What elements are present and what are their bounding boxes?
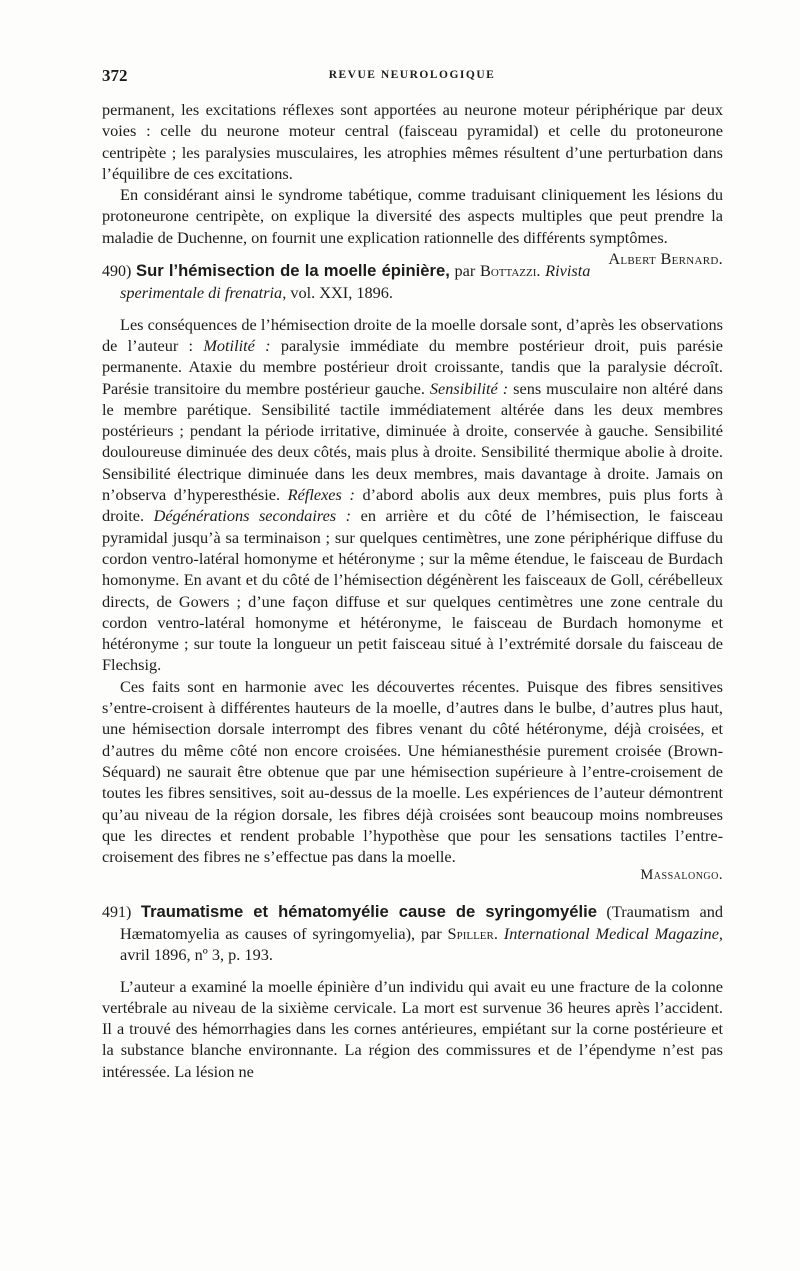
- text: paralysie immédiate du membre postérieur droit, puis parésie permanente. Ataxie du membre postérieur droit croissante, tandis que la paralysie décroît. Parésie transitoire du membre postérieur gauche.: [102, 335, 723, 398]
- text: Les conséquences de l’hémisection droite de la moelle dorsale sont, d’après les observations de l’auteur :: [102, 314, 723, 355]
- article-subtitle: (Traumatism and Hæmatomyelia as causes of syringomyelia), par: [120, 901, 723, 943]
- journal-name: International Medical Magazine,: [503, 923, 723, 943]
- article-author: Bottazzi.: [479, 261, 541, 281]
- italic-term: Dégénérations secondaires :: [153, 506, 352, 526]
- paragraph: L’auteur a examiné la moelle épinière d’un individu qui avait eu une fracture de la colonne vertébrale au niveau de la sixième cervicale. La mort est survenue 36 heures après l’accident. Il a trouvé des hémorrhagies dans les cornes antérieures, empiétant sur la corne postérieure et la substance blanche environnante. La région des commissures et de l’épendyme n’est pas intéressée. La lésion ne: [102, 976, 723, 1081]
- spacer: [102, 304, 723, 314]
- journal-ref: vol. XXI, 1896.: [286, 283, 393, 303]
- text: en arrière et du côté de l’hémisection, le faisceau pyramidal jusqu’à sa terminaison ; sur quelques centimètres, une zone périphérique diffuse du cordon ventro-latéral homonyme et hétéronyme ; sur la même étendue, le faisceau de Burdach homonyme. En avant et du côté de l’hémisection dégénèrent les faisceaux de Goll, cérébelleux directs, de Gowers ; d’une façon diffuse et sur quelques centimètres une zone centrale du cordon ventro-latéral homonyme et hétéronyme, le faisceau de Burdach homonyme et hétéronyme ; sur toute la longueur un petit faisceau situé à l’extrémité dorsale du faisceau de Flechsig.: [102, 506, 723, 675]
- text: sens musculaire non altéré dans le membre parétique. Sensibilité tactile immédiatement altérée dans les deux membres postérieurs ; pendant la période irritative, diminuée à droite, conservée à gauche. Sensibilité douloureuse diminuée des deux côtés, mais plus à droite. Sensibilité thermique abolie à droite. Sensibilité électrique diminuée dans les deux membres, mais davantage à droite. Jamais on n’observa d’hyperesthésie.: [102, 378, 723, 505]
- journal-ref: avril 1896, nº 3, p. 193.: [120, 945, 273, 965]
- article-heading: [102, 901, 723, 966]
- page-header: [102, 66, 722, 88]
- paragraph: [102, 314, 723, 676]
- italic-term: Sensibilité :: [429, 378, 509, 398]
- signature: Albert Bernard.: [608, 249, 723, 269]
- article-number: 491): [102, 903, 132, 921]
- article-title: Sur l’hémisection de la moelle épinière,: [136, 261, 450, 281]
- paragraph: Ces faits sont en harmonie avec les découvertes récentes. Puisque des fibres sensitives s’entre-croisent à différentes hauteurs de la moelle, d’autres dans le bulbe, d’autres plus haut, une hémisection dorsale interrompt des fibres venant du côté hétéronyme, déjà croisées, et d’autres du même côté non encore croisées. Une hémianesthésie purement croisée (Brown-Séquard) ne saurait être obtenue que par une hémisection supérieure à l’entre-croisement de toutes les fibres sensitives, soit au-dessus de la moelle. Les expériences de l’auteur démontrent qu’au niveau de la région dorsale, les fibres déjà croisées sont beaucoup moins nombreuses que les directes et rendent probable l’hypothèse que pour les sensations tactiles l’entre-croisement des fibres ne s’effectue pas dans la moelle.: [102, 676, 723, 867]
- running-title: REVUE NEUROLOGIQUE: [328, 69, 496, 81]
- paragraph: permanent, les excitations réflexes sont apportées au neurone moteur périphérique par deux voies : celle du neurone moteur central (faisceau pyramidal) et celle du protoneurone centripète ; les paralysies musculaires, les atrophies mêmes résultent d’une perturbation dans l’équilibre de ces excitations.: [102, 100, 723, 183]
- par-text: par: [449, 261, 480, 281]
- paragraph-text: En considérant ainsi le syndrome tabétique, comme traduisant cliniquement les lésions du protoneurone centripète, on explique la diversité des aspects multiples que peut prendre la maladie de Duchenne, on fournit une explication rationnelle des différents symptômes.: [102, 185, 723, 247]
- page-number: 372: [102, 66, 128, 85]
- article-title: Traumatisme et hématomyélie cause de syringomyélie: [140, 901, 597, 921]
- article-author: Spiller.: [447, 923, 498, 943]
- spacer: [102, 966, 723, 976]
- italic-term: Motilité :: [203, 335, 271, 355]
- journal-name: Rivista sperimentale di frenatria,: [120, 261, 591, 303]
- page-body: [102, 99, 723, 1082]
- signature: Massalongo.: [640, 867, 723, 884]
- paragraph: [102, 184, 723, 269]
- article-number: 490): [102, 263, 132, 281]
- italic-term: Réflexes :: [287, 485, 355, 505]
- text: d’abord abolis aux deux membres, puis plus forts à droite.: [102, 485, 723, 526]
